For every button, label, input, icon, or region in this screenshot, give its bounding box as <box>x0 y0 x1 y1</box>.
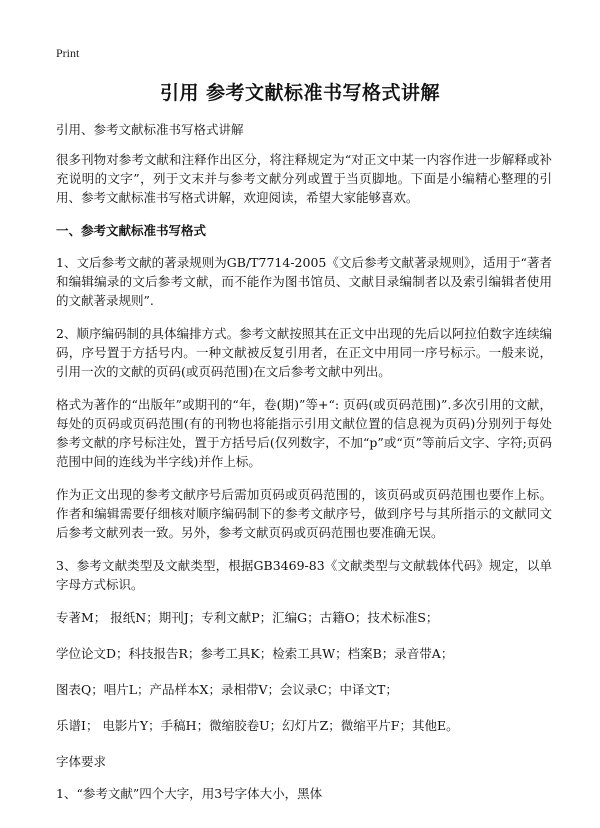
type-code-line: 专著M； 报纸N；期刊J；专利文献P；汇编G；古籍O；技术标准S； <box>56 610 439 625</box>
print-label[interactable]: Print <box>56 46 80 60</box>
type-code-line: 学位论文D；科技报告R；参考工具K；检索工具W；档案B；录音带A； <box>56 646 454 661</box>
intro-paragraph: 很多刊物对参考文献和注释作出区分，将注释规定为“对正文中某一内容作进一步解释或补充说明的文字”，列于文末并与参考文献分列或置于当页脚地。下面是小编精心整理的引用、参考文献标准书写格式讲解，欢迎阅读，希望大家能够喜欢。 <box>56 152 552 205</box>
type-code-line: 图表Q；唱片L；产品样本X；录相带V；会议录C；中译文T； <box>56 682 398 697</box>
paragraph-item2-format: 格式为著作的“出版年”或期刊的“年，卷(期)”等+“: 页码(或页码范围)”.多次引用的文献，每处的页码或页码范围(有的刊物也将能指示引用文献位置的信息视为页码)分别列于每处参考文献的序号标注处，置于方括号后(仅列数字，不加“p”或“页”等前后文字、字符;页码范围中间的连线为半字线)并作上标。 <box>56 397 552 469</box>
section-heading: 一、参考文献标准书写格式 <box>56 223 207 238</box>
type-code-line: 乐谱I； 电影片Y；手稿H；微缩胶卷U；幻灯片Z；微缩平片F；其他E。 <box>56 718 459 733</box>
paragraph-item2: 2、顺序编码制的具体编排方式。参考文献按照其在正文中出现的先后以阿拉伯数字连续编码，序号置于方括号内。一种文献被反复引用者，在正文中用同一序号标示。一般来说，引用一次的文献的页码(或页码范围)在文后参考文献中列出。 <box>56 326 552 379</box>
font-requirement-item: 1、“参考文献”四个大字，用3号字体大小，黑体 <box>56 786 323 801</box>
paragraph-item1: 1、文后参考文献的著录规则为GB/T7714-2005《文后参考文献著录规则》，适用于“著者和编辑编录的文后参考文献，而不能作为图书馆员、文献目录编制者以及索引编辑者使用的文献著录规则”. <box>56 255 552 308</box>
document-title: 引用 参考文献标准书写格式讲解 <box>159 82 441 104</box>
paragraph-item2-note: 作为正文出现的参考文献序号后需加页码或页码范围的，该页码或页码范围也要作上标。作者和编辑需要仔细核对顺序编码制下的参考文献序号，做到序号与其所指示的文献同文后参考文献列表一致。另外，参考文献页码或页码范围也要准确无误。 <box>56 487 552 540</box>
font-requirements-label: 字体要求 <box>56 754 107 769</box>
paragraph-item3: 3、参考文献类型及文献类型，根据GB3469-83《文献类型与文献载体代码》规定，以单字母方式标识。 <box>56 558 552 592</box>
document-body <box>56 120 552 817</box>
document-subtitle: 引用、参考文献标准书写格式讲解 <box>56 122 244 137</box>
